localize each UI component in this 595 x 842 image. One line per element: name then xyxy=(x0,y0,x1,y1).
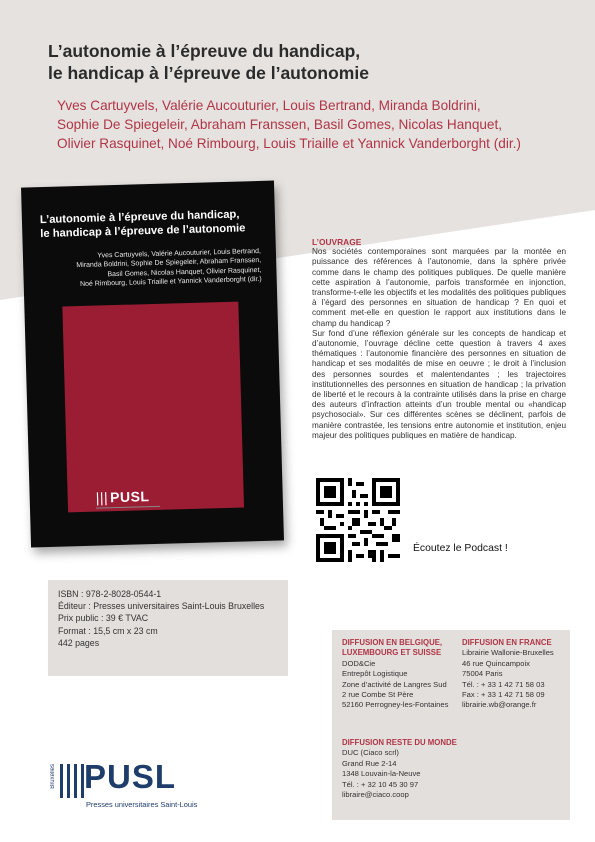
description-paragraph-1: Nos sociétés contemporaines sont marquées par la montée en puissance des références à l’autonomie, dans la sphère privée comme dans le champ des politiques publiques. De quelle manière cette aspiration à l’autonomie, parfois transformée en injonction, transforme-t-elle les objectifs et les modalités des politiques publiques à l’égard des personnes en situation de handicap ? En quoi et comment met-elle en question le rapport aux institutions dans le champ du handicap ? xyxy=(312,247,566,328)
description-heading: L’OUVRAGE xyxy=(312,237,362,247)
pages-text: 442 pages xyxy=(58,637,100,648)
logo-subtitle: Presses universitaires Saint-Louis xyxy=(86,800,198,809)
distribution-line: Librairie Wallonie-Bruxelles xyxy=(462,648,554,658)
distribution-line: 52160 Perrogney-les-Fontaines xyxy=(342,700,449,710)
authors-line-1: Yves Cartuyvels, Valérie Aucouturier, Louis Bertrand, Miranda Boldrini, xyxy=(57,98,481,113)
publisher-text: Éditeur : Presses universitaires Saint-Louis Bruxelles xyxy=(58,601,265,612)
distribution-line: DOD&Cie xyxy=(342,658,376,668)
cover-logo-text: PUSL xyxy=(109,488,150,506)
cover-author-line: Miranda Boldrini, Sophie De Spiegeleir, Abraham Franssen, xyxy=(76,257,262,270)
title-line-2: le handicap à l’épreuve de l’autonomie xyxy=(48,63,369,83)
authors-list xyxy=(57,96,577,153)
distribution-email[interactable]: libraire@ciaco.coop xyxy=(342,790,409,800)
qr-code-icon[interactable] xyxy=(316,478,400,562)
distribution-email[interactable]: librairie.wb@orange.fr xyxy=(462,700,537,710)
distribution-box xyxy=(332,630,570,820)
distribution-line: Entrepôt Logistique xyxy=(342,669,408,679)
distribution-heading: DIFFUSION EN FRANCE xyxy=(462,638,552,647)
distribution-line: Fax : + 33 1 42 71 58 09 xyxy=(462,690,545,700)
distribution-line: 2 rue Combe St Père xyxy=(342,690,414,700)
description-paragraph-2: Sur fond d’une réflexion générale sur les concepts de handicap et d’autonomie, l’ouvrage décline cette question à travers 4 axes thématiques : l’autonomie financière des personnes en situation de handicap et ses modalités de mise en oeuvre ; le droit à l’inclusion des personnes sourdes et malentendantes ; les trajectoires institutionnelles des personnes en situation de handicap ; la privation de liberté et le recours à la contrainte utilisés dans la prise en charge des auteurs d’infraction atteints d’un trouble mental ou «handicap psychosocial». Sur ces différentes scènes se déclinent, parfois de manière contrastée, les tensions entre autonomie et institution, enjeu majeur des politiques publiques en matière de handicap. xyxy=(312,328,566,440)
book-description xyxy=(312,237,566,441)
distribution-world xyxy=(342,738,457,800)
logo-city: Bruxelles xyxy=(50,764,56,789)
distribution-line: Tél. : + 33 1 42 71 58 03 xyxy=(462,679,545,689)
cover-author-line: Yves Cartuyvels, Valérie Aucouturier, Louis Bertrand, xyxy=(97,247,261,260)
distribution-heading: LUXEMBOURG ET SUISSE xyxy=(342,648,442,658)
page-title xyxy=(48,40,568,84)
book-cover xyxy=(21,181,284,548)
logo-bars-icon: ||| xyxy=(95,489,109,506)
distribution-belgium xyxy=(342,638,448,711)
distribution-line: 75004 Paris xyxy=(462,669,503,679)
cover-authors xyxy=(23,247,262,291)
distribution-heading: DIFFUSION EN BELGIQUE, xyxy=(342,638,443,647)
price-text: Prix public : 39 € TVAC xyxy=(58,613,149,624)
distribution-line: DUC (Ciaco scrl) xyxy=(342,748,399,758)
publisher-logo xyxy=(50,758,220,818)
cover-title-line-2: le handicap à l’épreuve de l’autonomie xyxy=(40,222,246,241)
cover-author-line: Basil Gomes, Nicolas Hanquet, Olivier Rasquinet, xyxy=(107,266,262,278)
distribution-heading: DIFFUSION RESTE DU MONDE xyxy=(342,738,457,747)
cover-red-panel xyxy=(62,302,244,513)
authors-line-2: Sophie De Spiegeleir, Abraham Franssen, Basil Gomes, Nicolas Hanquet, xyxy=(57,117,503,132)
podcast-link[interactable]: Écoutez le Podcast ! xyxy=(413,543,508,554)
authors-line-3: Olivier Rasquinet, Noé Rimbourg, Louis Triaille et Yannick Vanderborght (dir.) xyxy=(57,136,521,151)
isbn-text: ISBN : 978-2-8028-0544-1 xyxy=(58,589,162,599)
cover-title xyxy=(40,207,271,241)
distribution-line: Grand Rue 2-14 xyxy=(342,758,397,768)
cover-author-line: Noé Rimbourg, Louis Triaille et Yannick Vanderborght (dir.) xyxy=(79,275,262,288)
distribution-line: 1348 Louvain-la-Neuve xyxy=(342,769,421,779)
book-info-box xyxy=(48,580,288,676)
cover-title-line-1: L’autonomie à l’épreuve du handicap, xyxy=(39,208,240,227)
format-text: Format : 15,5 cm x 23 cm xyxy=(58,625,158,636)
distribution-line: 46 rue Quincampoix xyxy=(462,658,530,668)
logo-name: PUSL xyxy=(84,758,177,795)
distribution-line: Zone d’activité de Langres Sud xyxy=(342,679,447,689)
distribution-line: Tél. : + 32 10 45 30 97 xyxy=(342,779,419,789)
cover-logo xyxy=(95,488,149,505)
distribution-france xyxy=(462,638,554,711)
title-line-1: L’autonomie à l’épreuve du handicap, xyxy=(48,41,361,61)
